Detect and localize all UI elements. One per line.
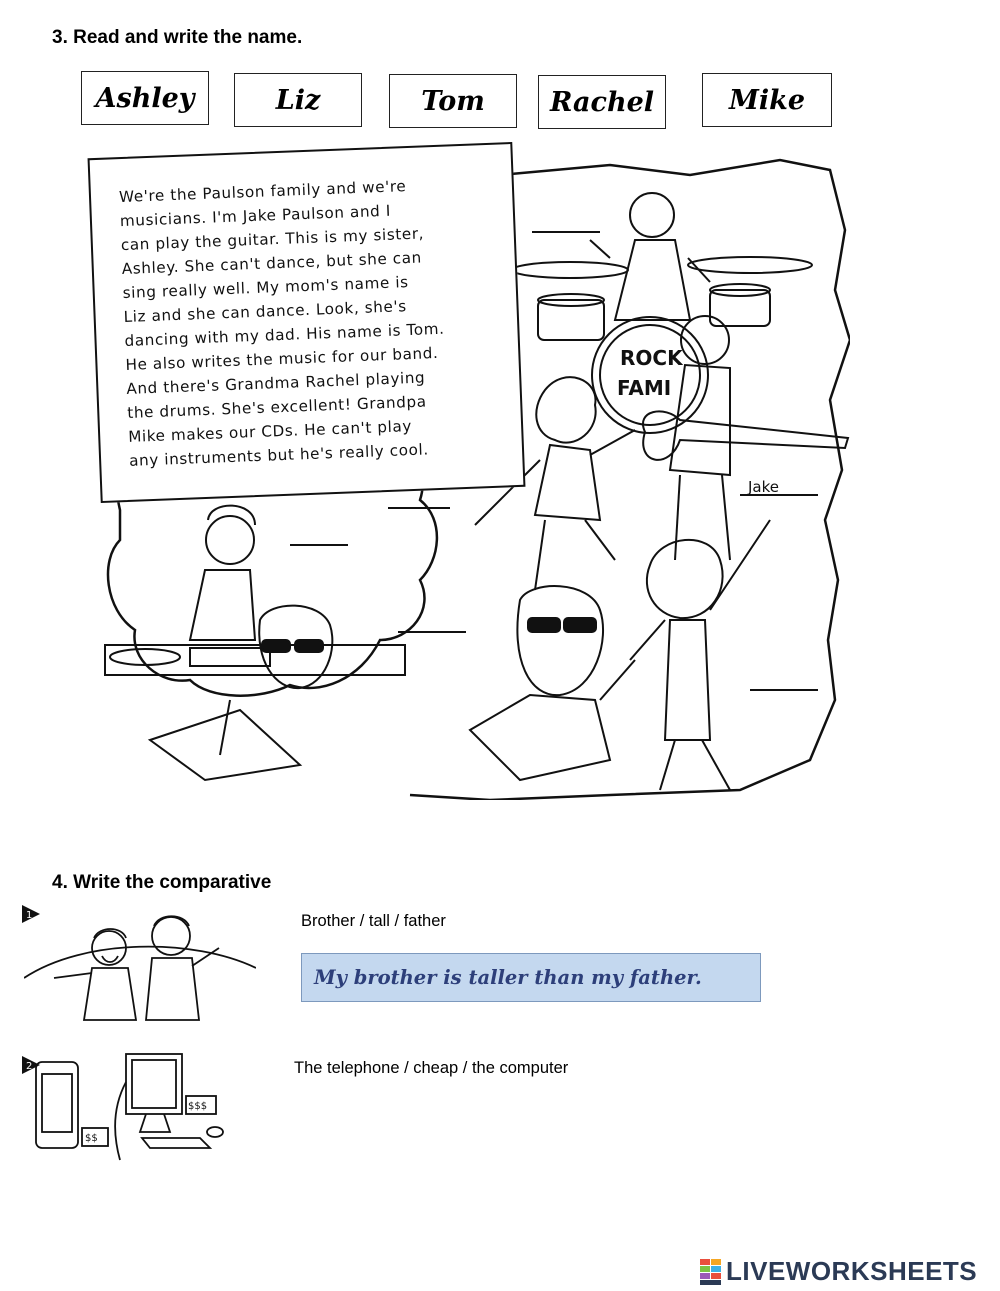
story-line: He also writes the music for our band. <box>125 343 439 374</box>
name-box-mike[interactable]: Mike <box>702 73 832 127</box>
story-text <box>119 171 501 473</box>
item-2-prompt: The telephone / cheap / the computer <box>294 1059 569 1077</box>
computer-price-tag: $$$ <box>188 1101 208 1112</box>
drum-text-family: FAMI <box>617 376 672 400</box>
name-box-liz[interactable]: Liz <box>234 73 362 127</box>
item-1-answer-field[interactable]: My brother is taller than my father. <box>301 953 761 1002</box>
story-line: can play the guitar. This is my sister, <box>120 224 425 255</box>
section-4-heading: 4. Write the comparative <box>52 872 272 893</box>
phone-price-tag: $$ <box>85 1133 98 1144</box>
story-line: sing really well. My mom's name is <box>122 273 409 303</box>
item-1-number: 1 <box>26 910 33 921</box>
story-line: We're the Paulson family and we're <box>118 177 407 207</box>
drum-label <box>617 346 684 400</box>
story-line: And there's Grandma Rachel playing <box>126 368 426 398</box>
live-logo-icon <box>700 1259 722 1285</box>
section-3-heading: 3. Read and write the name. <box>52 27 303 48</box>
logo-text: LIVEWORKSHEETS <box>726 1256 978 1286</box>
story-line: Ashley. She can't dance, but she can <box>121 248 423 279</box>
item-1-prompt: Brother / tall / father <box>301 912 446 930</box>
story-line: dancing with my dad. His name is Tom. <box>124 319 445 350</box>
name-box-rachel[interactable]: Rachel <box>538 75 666 129</box>
story-line: musicians. I'm Jake Paulson and I <box>119 201 392 231</box>
phone-computer-illustration <box>30 1052 230 1162</box>
story-line: Liz and she can dance. Look, she's <box>123 297 408 327</box>
jake-label: Jake <box>748 478 779 496</box>
brother-father-illustration <box>24 908 256 1023</box>
name-box-tom[interactable]: Tom <box>389 74 517 128</box>
liveworksheets-logo <box>700 1256 977 1287</box>
item-2-number: 2 <box>26 1061 33 1072</box>
story-line: Mike makes our CDs. He can't play <box>127 417 413 446</box>
story-card <box>88 142 526 503</box>
story-line: any instruments but he's really cool. <box>128 440 430 470</box>
item-2-answer-field[interactable] <box>295 1098 761 1147</box>
story-line: the drums. She's excellent! Grandpa <box>126 392 427 422</box>
name-box-ashley[interactable]: Ashley <box>81 71 209 125</box>
drum-text-rock: ROCK <box>620 346 683 370</box>
